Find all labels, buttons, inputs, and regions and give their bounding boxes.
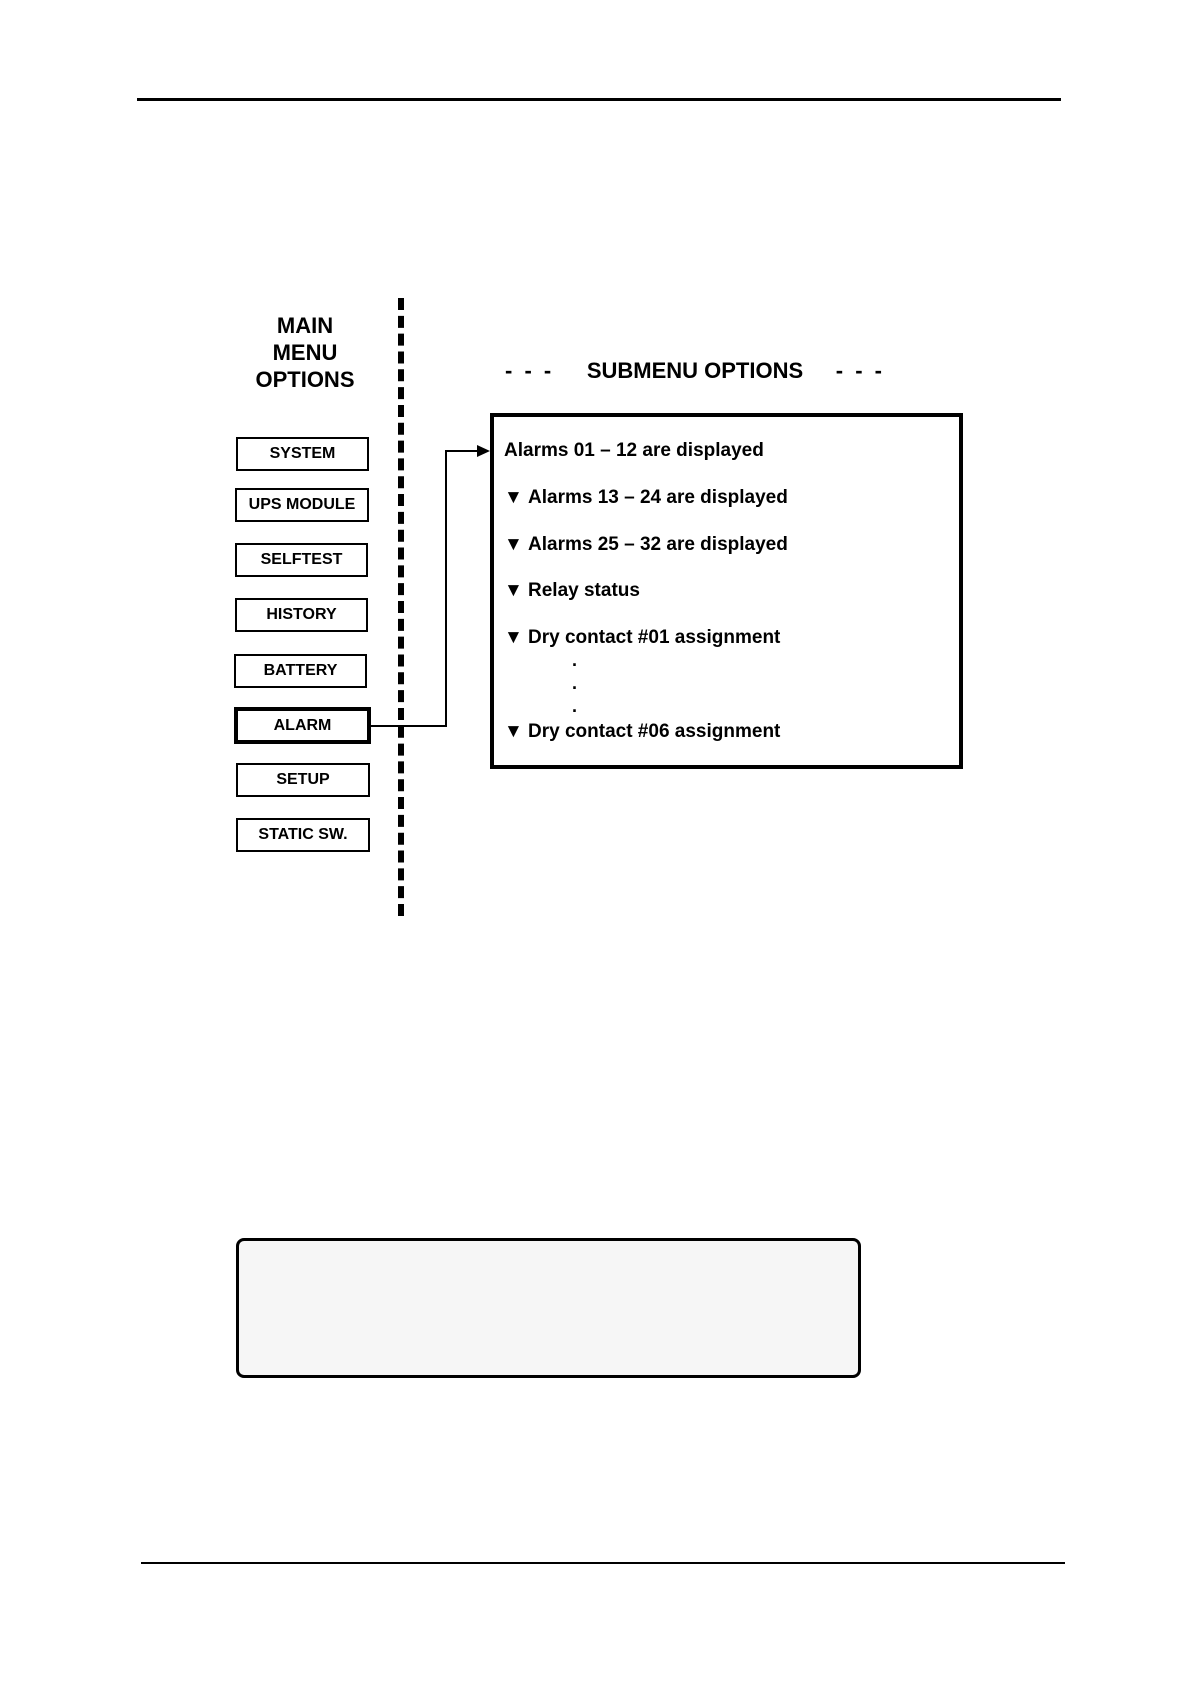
submenu-title (505, 358, 885, 384)
main-menu-title (230, 312, 380, 393)
down-triangle-icon: ▼ (504, 627, 523, 648)
ellipsis-dot: . (572, 673, 578, 693)
ellipsis-dot: . (572, 696, 578, 716)
submenu-item-label: Alarms 13 – 24 are displayed (528, 487, 788, 508)
submenu-item-label: Alarms 25 – 32 are displayed (528, 534, 788, 555)
note-box (236, 1238, 861, 1378)
down-triangle-icon: ▼ (504, 721, 523, 742)
main-menu-title-line: OPTIONS (255, 367, 355, 392)
submenu-item[interactable] (504, 721, 780, 743)
submenu-title-dashes: - - - (505, 358, 555, 383)
menu-button-ups-module[interactable]: UPS MODULE (235, 488, 369, 522)
down-triangle-icon: ▼ (504, 534, 523, 555)
menu-button-selftest[interactable]: SELFTEST (235, 543, 368, 577)
submenu-item-label: Dry contact #01 assignment (528, 627, 781, 648)
submenu-item[interactable] (504, 534, 788, 556)
down-triangle-icon: ▼ (504, 580, 523, 601)
submenu-title-dashes: - - - (835, 358, 885, 383)
menu-button-history[interactable]: HISTORY (235, 598, 368, 632)
header-rule (137, 98, 1061, 101)
ellipsis-dot: . (572, 650, 578, 670)
submenu-item-label: Alarms 01 – 12 are displayed (504, 440, 764, 461)
menu-button-system[interactable]: SYSTEM (236, 437, 369, 471)
footer-rule (141, 1562, 1065, 1564)
main-menu-title-line: MENU (272, 340, 338, 365)
menu-divider (398, 298, 404, 916)
submenu-item[interactable] (504, 440, 764, 462)
ellipsis-vertical (572, 649, 577, 718)
submenu-item[interactable] (504, 627, 780, 649)
down-triangle-icon: ▼ (504, 487, 523, 508)
main-menu-title-line: MAIN (276, 313, 334, 338)
menu-button-static-sw[interactable]: STATIC SW. (236, 818, 370, 852)
submenu-item[interactable] (504, 580, 640, 602)
submenu-title-text: SUBMENU OPTIONS (586, 358, 804, 383)
submenu-item-label: Relay status (528, 580, 640, 601)
menu-button-setup[interactable]: SETUP (236, 763, 370, 797)
submenu-item[interactable] (504, 487, 788, 509)
submenu-panel (490, 413, 963, 769)
submenu-item-label: Dry contact #06 assignment (528, 721, 781, 742)
menu-button-alarm[interactable]: ALARM (234, 707, 371, 744)
menu-button-battery[interactable]: BATTERY (234, 654, 367, 688)
